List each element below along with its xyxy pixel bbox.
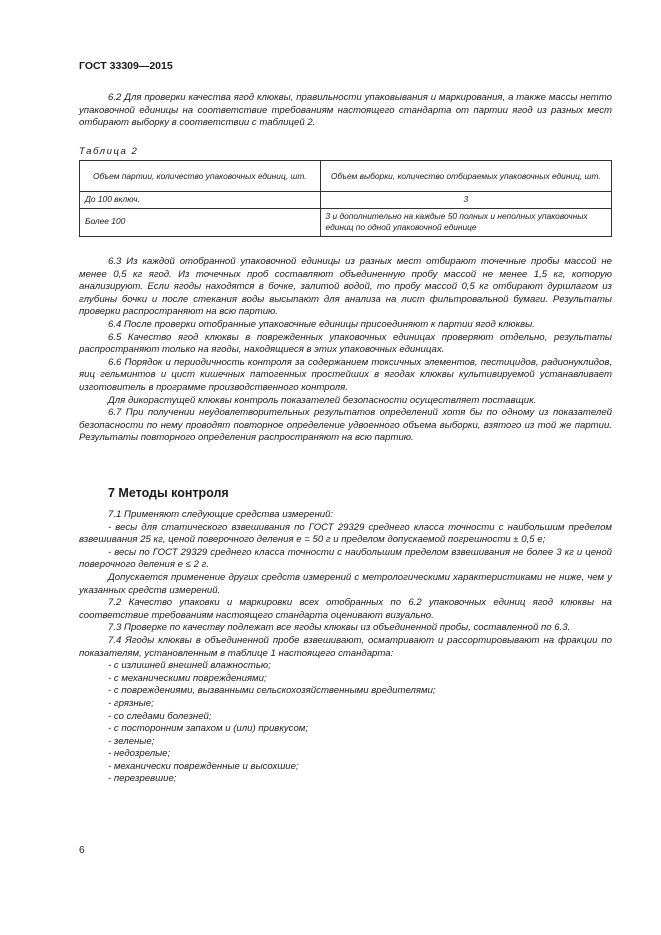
paragraph-7-4: 7.4 Ягоды клюквы в объединенной пробе взвешивают, осматривают и рассортировывают на фракции по показателям, установленным в таблице 1 настоящего стандарта: [79,634,612,659]
section-7-body [79,509,612,786]
section-7-heading: 7 Методы контроля [108,486,229,500]
table-cell-sample: 3 и дополнительно на каждые 50 полных и неполных упаковочных единиц по одной упаковочной единице [320,208,611,236]
table-2-caption: Таблица 2 [79,146,139,157]
paragraph-7-3: 7.3 Проверке по качеству подлежат все ягоды клюквы из объединенной пробы, составленной по 6.3. [108,622,571,634]
document-code-header: ГОСТ 33309—2015 [79,60,173,72]
list-item: - механически поврежденные и высохшие; [108,760,299,772]
table-row [80,192,612,209]
paragraph-7-1: 7.1 Применяют следующие средства измерений: [108,509,334,520]
list-item: - весы для статического взвешивания по ГОСТ 29329 среднего класса точности с наибольшим пределом взвешивания 25 кг, ценой поверочного деления е = 50 г и пределом допускаемой погрешности ± 0,5 е; [79,521,612,546]
table-col-lot-header: Объем партии, количество упаковочных единиц, шт. [80,161,321,192]
list-item: - с посторонним запахом и (или) привкусом; [108,723,309,735]
list-item: - недозрелые; [108,748,171,760]
list-item: - с повреждениями, вызванными сельскохозяйственными вредителями; [108,685,436,697]
list-item: - зеленые; [108,735,155,747]
table-cell-lot: До 100 включ. [80,192,321,209]
paragraph-6-6-note: Для дикорастущей клюквы контроль показателей безопасности осуществляет поставщик. [108,394,537,406]
table-header-row [80,161,612,192]
table-cell-lot: Более 100 [80,208,321,236]
page-number: 6 [79,845,85,856]
list-item: - со следами болезней; [108,710,212,722]
table-row [80,208,612,236]
list-item: - с механическими повреждениями; [108,672,267,684]
paragraph-6-7: 6.7 При получении неудовлетворительных результатов определений хотя бы по одному из показателей безопасности по нему проводят повторное определение удвоенного объема выборки, взятого из той же партии. Результаты повторного определения распространяют на всю партию. [79,407,612,444]
list-item: - грязные; [108,697,154,709]
paragraph-7-1-note: Допускается применение других средств измерений с метрологическими характеристиками не ниже, чем у указанных средств измерений. [79,571,612,596]
paragraph-6-3: 6.3 Из каждой отобранной упаковочной единицы из разных мест отбирают точечные пробы массой не менее 0,5 кг ягод. Из точечных проб составляют объединенную пробу массой не менее 1,5 кг, которую анализируют. Если ягоды находятся в бочке, залитой водой, то пробу массой 0,5 кг отбирают дуршлагом из глубины бочки и после стекания воды высыпают для анализа на лист фильтровальной бумаги. Результаты проверки распространяют на всю партию. [79,256,612,318]
table-2 [79,160,612,237]
list-item: - весы по ГОСТ 29329 среднего класса точности с наибольшим пределом взвешивания не более 3 кг и ценой поверочного деления е ≤ 2 г. [79,546,612,571]
paragraph-6-2: 6.2 Для проверки качества ягод клюквы, правильности упаковывания и маркирования, а также массы нетто упаковочной единицы на соответствие требованиям настоящего стандарта от партии ягод из разных мест отбирают выборку в соответствии с таблицей 2. [79,92,612,129]
paragraph-6-4: 6.4 После проверки отобранные упаковочные единицы присоединяют к партии ягод клюквы. [108,318,535,330]
list-item: - с излишней внешней влажностью; [108,660,271,672]
table-col-sample-header: Объем выборки, количество отбираемых упаковочных единиц, шт. [320,161,611,192]
clause-6-2 [79,92,612,130]
paragraph-6-5: 6.5 Качество ягод клюквы в поврежденных упаковочных единицах проверяют отдельно, результаты распространяют только на ягоды, находящиеся в этих упаковочных единицах. [79,331,612,356]
paragraph-6-6: 6.6 Порядок и периодичность контроля за содержанием токсичных элементов, пестицидов, радионуклидов, яиц гельминтов и цист кишечных патогенных простейших в ягодах клюквы культивируемой устанавливает изготовитель в программе производственного контроля. [79,356,612,393]
section-6-body [79,256,612,445]
paragraph-7-2: 7.2 Качество упаковки и маркировки всех отобранных по 6.2 упаковочных единиц ягод клюквы на соответствие требованиям настоящего стандарта оценивают визуально. [79,597,612,621]
table-cell-sample: 3 [320,192,611,209]
list-item: - перезревшие; [108,773,177,785]
